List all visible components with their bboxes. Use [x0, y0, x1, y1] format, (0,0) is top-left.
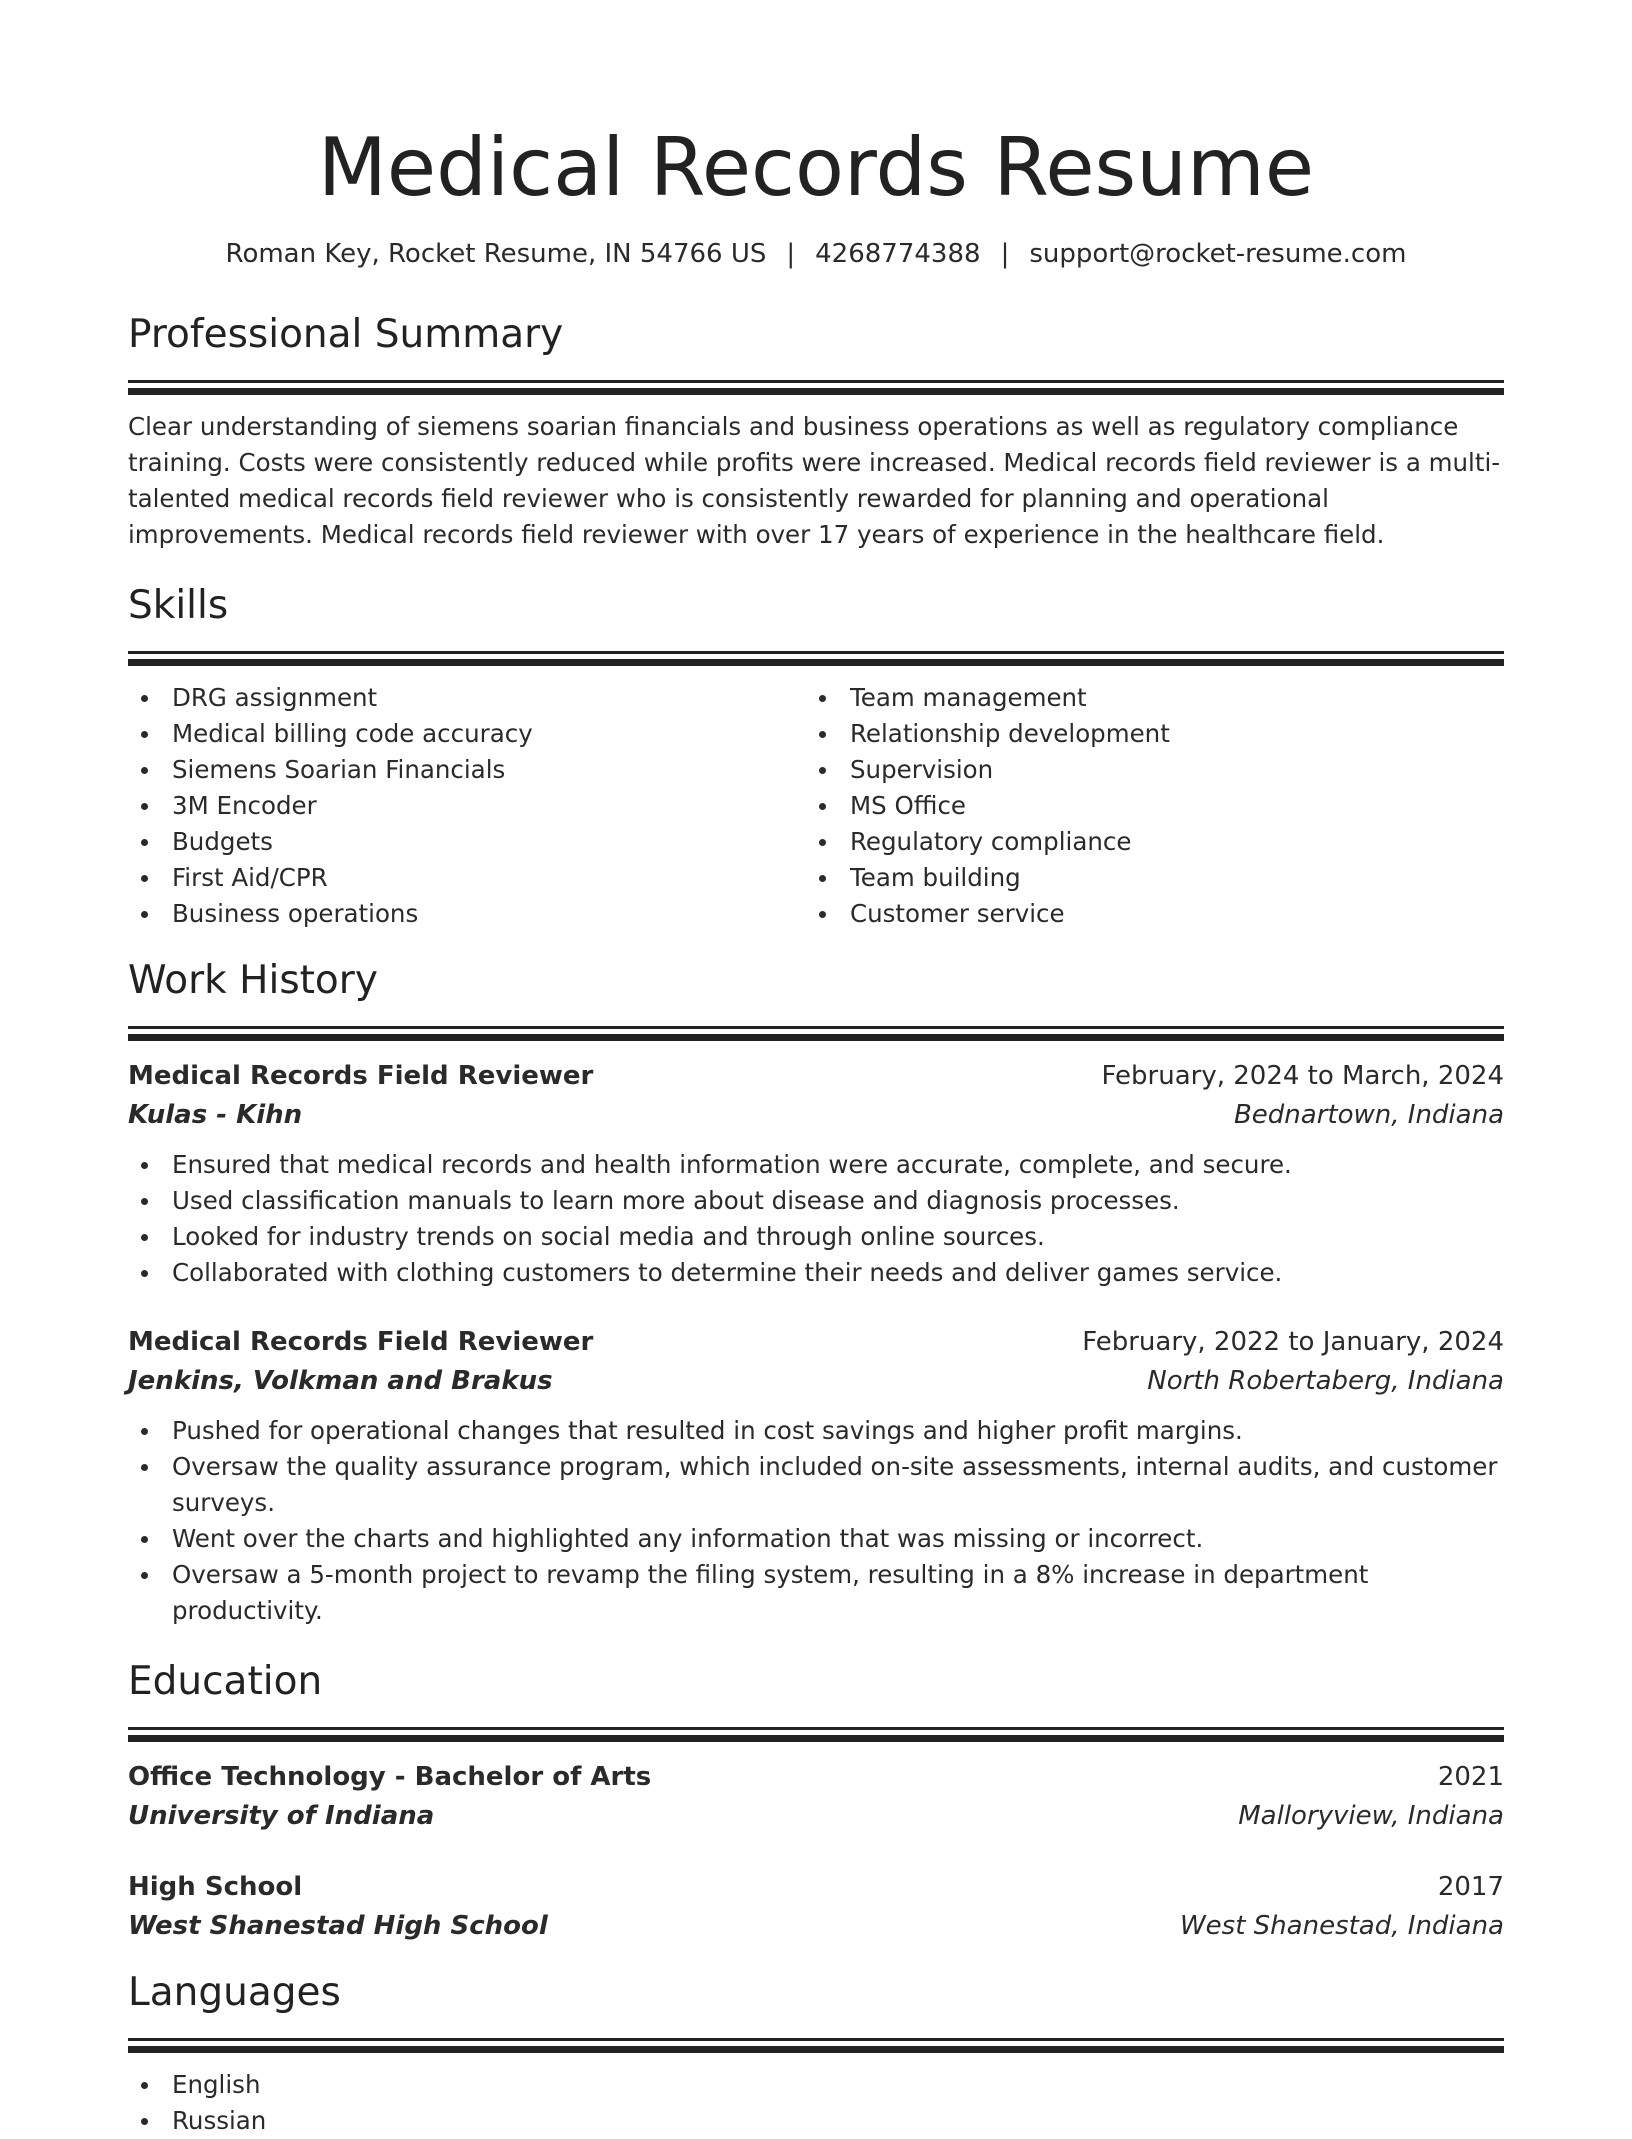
education-degree: High School: [128, 1872, 303, 1902]
section-divider: [128, 380, 1504, 383]
job-title: Medical Records Field Reviewer: [128, 1061, 594, 1091]
resume-page: [128, 0, 1504, 2139]
education-school: University of Indiana: [128, 1801, 435, 1831]
summary-section: [128, 310, 1504, 553]
job-duty: Used classification manuals to learn more about disease and diagnosis processes.: [128, 1183, 1504, 1219]
job-entry: [128, 1323, 1504, 1629]
job-duty: Pushed for operational changes that resulted in cost savings and higher profit margins.: [128, 1413, 1504, 1449]
skill-item: Siemens Soarian Financials: [128, 752, 806, 788]
job-duties: [128, 1147, 1504, 1291]
contact-phone: 4268774388: [815, 239, 981, 269]
job-duty: Went over the charts and highlighted any information that was missing or incorrect.: [128, 1521, 1504, 1557]
job-dates: February, 2022 to January, 2024: [1082, 1327, 1504, 1357]
section-divider: [128, 651, 1504, 654]
skills-columns: [128, 680, 1504, 932]
contact-separator: |: [786, 239, 796, 269]
job-entry: [128, 1057, 1504, 1291]
skill-item: Business operations: [128, 896, 806, 932]
section-divider: [128, 1727, 1504, 1730]
job-header: [128, 1057, 1504, 1095]
resume-title: Medical Records Resume: [317, 121, 1315, 214]
job-company: Jenkins, Volkman and Brakus: [128, 1366, 553, 1396]
section-divider-thick: [128, 659, 1504, 666]
education-section: [128, 1657, 1504, 1946]
skills-list-right: [806, 680, 1484, 932]
summary-text: Clear understanding of siemens soarian financials and business operations as well as regulatory compliance training. Costs were consistently reduced while profits were increased. Medical records field reviewer is a multi-talented medical records field reviewer who is consistently rewarded for planning and operational improvements. Medical records field reviewer with over 17 years of experience in the healthcare field.: [128, 412, 1501, 549]
education-subheader: [128, 1906, 1504, 1946]
job-title: Medical Records Field Reviewer: [128, 1327, 594, 1357]
skill-item: Customer service: [806, 896, 1484, 932]
skills-list-left: [128, 680, 806, 932]
section-heading-work: Work History: [128, 958, 378, 1003]
skill-item: Relationship development: [806, 716, 1484, 752]
education-entry: [128, 1758, 1504, 1836]
section-divider: [128, 2038, 1504, 2041]
language-item: English: [128, 2067, 1504, 2103]
contact-separator: |: [1000, 239, 1010, 269]
education-location: West Shanestad, Indiana: [1179, 1911, 1504, 1941]
education-header: [128, 1758, 1504, 1796]
skill-item: Budgets: [128, 824, 806, 860]
section-divider-thick: [128, 388, 1504, 395]
section-divider-thick: [128, 1735, 1504, 1742]
contact-line: [128, 236, 1504, 272]
job-subheader: [128, 1095, 1504, 1135]
education-location: Malloryview, Indiana: [1238, 1801, 1504, 1831]
education-header: [128, 1868, 1504, 1906]
job-company: Kulas - Kihn: [128, 1100, 303, 1130]
section-divider-thick: [128, 1034, 1504, 1041]
section-heading-languages: Languages: [128, 1970, 341, 2015]
job-dates: February, 2024 to March, 2024: [1101, 1061, 1504, 1091]
skill-item: Supervision: [806, 752, 1484, 788]
job-duty: Ensured that medical records and health information were accurate, complete, and secure.: [128, 1147, 1504, 1183]
section-heading-education: Education: [128, 1659, 323, 1704]
job-duty: Oversaw a 5-month project to revamp the filing system, resulting in a 8% increase in department productivity.: [128, 1557, 1504, 1629]
contact-address: Roman Key, Rocket Resume, IN 54766 US: [225, 239, 767, 269]
education-subheader: [128, 1796, 1504, 1836]
job-duty: Collaborated with clothing customers to determine their needs and deliver games service.: [128, 1255, 1504, 1291]
job-duty: Looked for industry trends on social media and through online sources.: [128, 1219, 1504, 1255]
education-degree: Office Technology - Bachelor of Arts: [128, 1762, 652, 1792]
job-duties: [128, 1413, 1504, 1629]
section-heading-summary: Professional Summary: [128, 312, 564, 357]
section-heading-skills: Skills: [128, 583, 229, 628]
education-school: West Shanestad High School: [128, 1911, 548, 1941]
skill-item: Regulatory compliance: [806, 824, 1484, 860]
job-duty: Oversaw the quality assurance program, which included on-site assessments, internal audits, and customer surveys.: [128, 1449, 1504, 1521]
section-divider-thick: [128, 2046, 1504, 2053]
skill-item: DRG assignment: [128, 680, 806, 716]
skill-item: First Aid/CPR: [128, 860, 806, 896]
job-location: Bednartown, Indiana: [1233, 1100, 1504, 1130]
education-entry: [128, 1868, 1504, 1946]
work-history-section: [128, 956, 1504, 1629]
education-year: 2021: [1437, 1762, 1504, 1792]
skill-item: 3M Encoder: [128, 788, 806, 824]
skill-item: Medical billing code accuracy: [128, 716, 806, 752]
languages-section: [128, 1968, 1504, 2139]
skill-item: Team building: [806, 860, 1484, 896]
contact-email: support@rocket-resume.com: [1029, 239, 1407, 269]
skills-section: [128, 581, 1504, 932]
skill-item: Team management: [806, 680, 1484, 716]
skill-item: MS Office: [806, 788, 1484, 824]
job-subheader: [128, 1361, 1504, 1401]
job-header: [128, 1323, 1504, 1361]
job-location: North Robertaberg, Indiana: [1147, 1366, 1504, 1396]
language-item: Russian: [128, 2103, 1504, 2139]
education-year: 2017: [1437, 1872, 1504, 1902]
section-divider: [128, 1026, 1504, 1029]
languages-list: [128, 2067, 1504, 2139]
